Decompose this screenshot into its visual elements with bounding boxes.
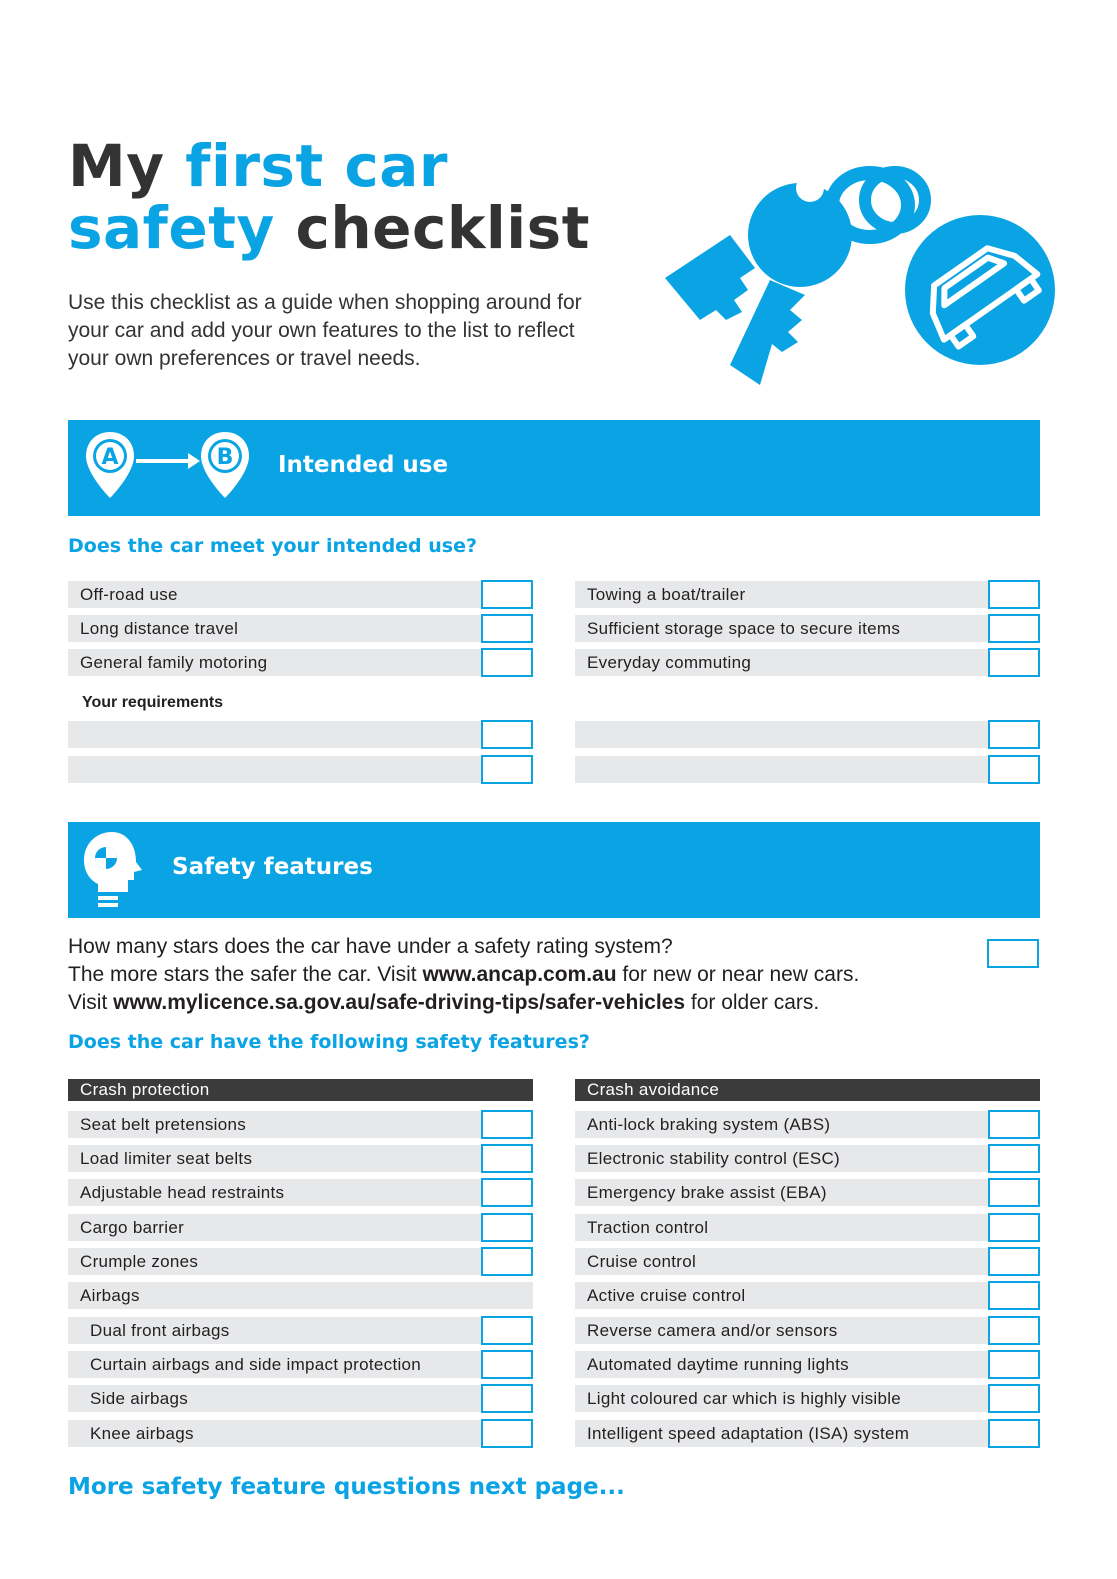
list-item [68,1214,533,1241]
requirement-entry-row[interactable] [68,756,533,783]
column-header-label: Crash protection [80,1080,210,1099]
intended-use-heading: Intended use [278,452,449,478]
your-requirements-label: Your requirements [82,694,224,711]
item-label: Sufficient storage space to secure items [587,619,901,638]
title-part-first-car: first car [185,132,448,200]
car-keys-icon [660,160,1060,390]
requirement-entry-row[interactable] [68,721,533,748]
title-part-safety: safety [68,194,275,262]
item-label: Seat belt pretensions [80,1115,247,1134]
checkbox[interactable] [988,1384,1040,1413]
list-item [68,1420,533,1447]
safety-rating-text [68,933,968,1017]
list-item [575,1248,1040,1275]
item-label: Cargo barrier [80,1218,185,1237]
checkbox[interactable] [481,1350,533,1379]
item-label: Dual front airbags [90,1321,230,1340]
item-label: General family motoring [80,653,268,672]
crash-protection-header [68,1079,533,1101]
item-label: Everyday commuting [587,653,752,672]
rating-question: How many stars does the car have under a safety rating system? [68,935,673,958]
rating-line-3 [68,989,968,1017]
route-label-a: A [101,445,119,470]
star-rating-input-box[interactable] [987,939,1039,968]
checkbox[interactable] [988,1350,1040,1379]
list-item [575,615,1040,642]
rating-line-2 [68,961,968,989]
list-item [575,1351,1040,1378]
list-item [68,1145,533,1172]
checkbox[interactable] [988,580,1040,609]
safety-features-heading: Safety features [172,854,373,880]
item-label: Towing a boat/trailer [587,585,746,604]
list-item [575,1420,1040,1447]
item-label: Long distance travel [80,619,239,638]
rating-line-2-text: The more stars the safer the car. Visit [68,963,423,986]
rating-line-3-tail: for older cars. [685,991,820,1014]
checkbox[interactable] [988,755,1040,784]
item-label: Light coloured car which is highly visible [587,1389,902,1408]
list-item [68,581,533,608]
item-label: Cruise control [587,1252,697,1271]
checkbox[interactable] [481,1213,533,1242]
list-item [575,1145,1040,1172]
checkbox[interactable] [988,1316,1040,1345]
item-label: Active cruise control [587,1286,746,1305]
checkbox[interactable] [988,1213,1040,1242]
item-label: Curtain airbags and side impact protection [90,1355,422,1374]
list-item [575,1111,1040,1138]
safety-features-banner [68,822,1040,918]
checkbox[interactable] [481,1419,533,1448]
item-label: Intelligent speed adaptation (ISA) system [587,1424,910,1443]
checkbox[interactable] [481,1144,533,1173]
list-item [575,1317,1040,1344]
list-item [68,1351,533,1378]
list-item [575,649,1040,676]
checkbox[interactable] [481,720,533,749]
requirement-entry-row[interactable] [575,721,1040,748]
checkbox[interactable] [481,648,533,677]
rating-line-2-tail: for new or near new cars. [616,963,860,986]
crash-test-dummy-icon [82,830,152,912]
checkbox[interactable] [988,1419,1040,1448]
route-label-b: B [216,445,234,470]
item-label: Load limiter seat belts [80,1149,253,1168]
mylicence-link[interactable]: www.mylicence.sa.gov.au/safe-driving-tips/safer-vehicles [113,991,686,1014]
item-label: Anti-lock braking system (ABS) [587,1115,831,1134]
column-header-label: Crash avoidance [587,1080,720,1099]
checkbox[interactable] [988,1281,1040,1310]
list-item [575,1214,1040,1241]
a-to-b-route-icon [84,428,254,512]
intended-use-question: Does the car meet your intended use? [68,535,478,557]
requirement-entry-row[interactable] [575,756,1040,783]
checkbox[interactable] [481,1110,533,1139]
item-label: Emergency brake assist (EBA) [587,1183,827,1202]
checkbox[interactable] [988,1178,1040,1207]
list-item [68,1111,533,1138]
checkbox[interactable] [481,1316,533,1345]
item-label: Side airbags [90,1389,189,1408]
rating-line-3-text: Visit [68,991,114,1014]
item-label: Adjustable head restraints [80,1183,285,1202]
item-label: Electronic stability control (ESC) [587,1149,840,1168]
checkbox[interactable] [481,1178,533,1207]
checkbox[interactable] [988,1110,1040,1139]
checkbox[interactable] [481,1247,533,1276]
list-item [68,615,533,642]
list-item [575,1179,1040,1206]
item-label: Automated daytime running lights [587,1355,849,1374]
checkbox[interactable] [988,614,1040,643]
checkbox[interactable] [481,755,533,784]
intro-text: Use this checklist as a guide when shopping around for your car and add your own features to the list to reflect your own preferences or travel needs. [68,291,582,370]
safety-features-question: Does the car have the following safety features? [68,1031,590,1053]
ancap-link[interactable]: www.ancap.com.au [422,963,617,986]
item-label: Off-road use [80,585,178,604]
next-page-note: More safety feature questions next page... [68,1474,625,1500]
item-label: Knee airbags [90,1424,194,1443]
crash-avoidance-header [575,1079,1040,1101]
list-item [575,1385,1040,1412]
checkbox[interactable] [988,648,1040,677]
page-title [68,132,590,262]
checkbox[interactable] [481,580,533,609]
list-item [575,581,1040,608]
list-item [68,1317,533,1344]
checkbox[interactable] [481,1384,533,1413]
intended-use-banner [68,420,1040,516]
checkbox[interactable] [988,1144,1040,1173]
checkbox[interactable] [988,720,1040,749]
list-item [68,1385,533,1412]
list-item [68,649,533,676]
item-label: Crumple zones [80,1252,199,1271]
list-item [68,1282,533,1309]
checkbox[interactable] [988,1247,1040,1276]
item-label: Reverse camera and/or sensors [587,1321,838,1340]
item-label: Traction control [587,1218,709,1237]
title-part-checklist: checklist [274,194,590,262]
list-item [575,1282,1040,1309]
title-part-my: My [68,132,186,200]
list-item [68,1179,533,1206]
item-label: Airbags [80,1286,140,1305]
list-item [68,1248,533,1275]
checkbox[interactable] [481,614,533,643]
